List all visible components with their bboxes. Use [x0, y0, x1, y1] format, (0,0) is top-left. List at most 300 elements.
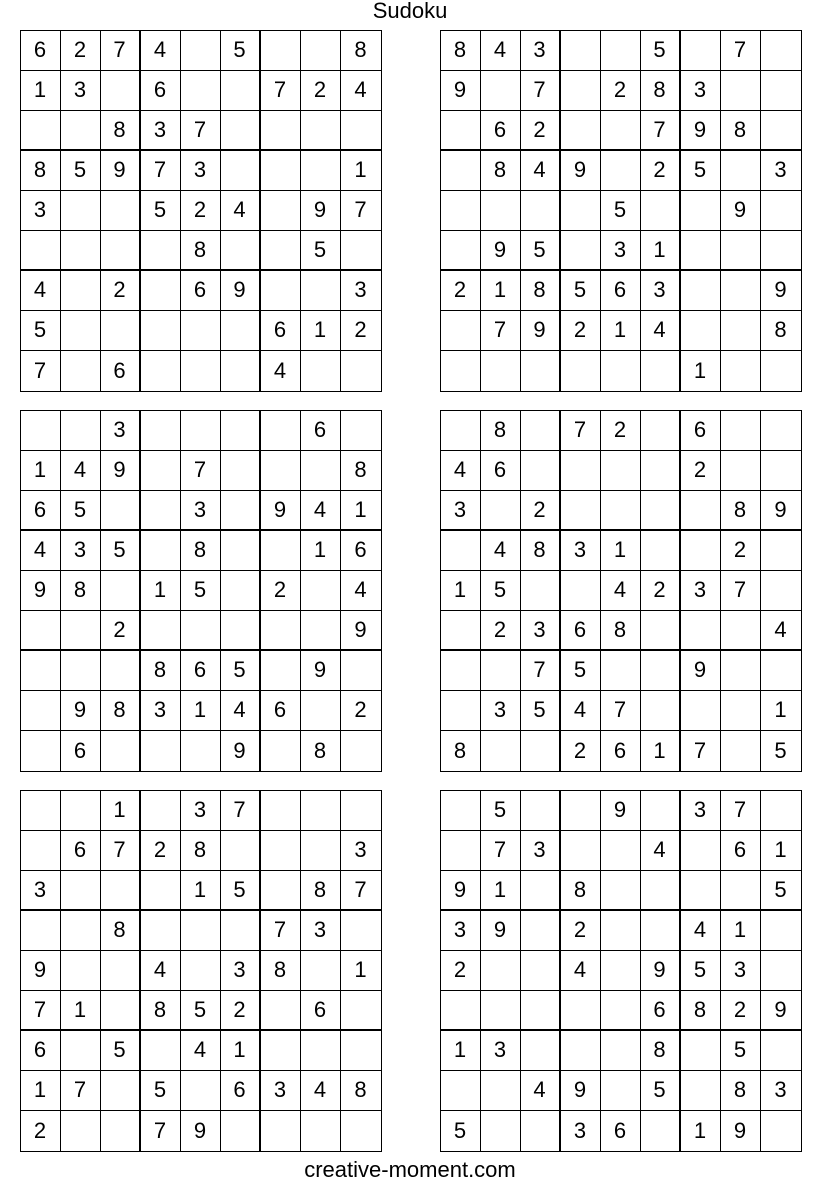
- sudoku-cell: 9: [641, 951, 681, 991]
- sudoku-cell: [261, 111, 301, 151]
- sudoku-cell: [221, 611, 261, 651]
- sudoku-grid-2: [440, 30, 802, 392]
- sudoku-cell: 5: [301, 231, 341, 271]
- sudoku-cell: [101, 1111, 141, 1151]
- sudoku-cell: [721, 151, 761, 191]
- sudoku-cell: 6: [21, 491, 61, 531]
- sudoku-cell: 6: [261, 691, 301, 731]
- sudoku-cell: [301, 271, 341, 311]
- sudoku-cell: [181, 71, 221, 111]
- sudoku-cell: [481, 731, 521, 771]
- sudoku-cell: 1: [61, 991, 101, 1031]
- sudoku-cell: 4: [481, 531, 521, 571]
- sudoku-grid-5: [20, 790, 382, 1152]
- sudoku-cell: [761, 791, 801, 831]
- sudoku-cell: 9: [601, 791, 641, 831]
- sudoku-cell: [301, 151, 341, 191]
- sudoku-cell: 9: [221, 271, 261, 311]
- sudoku-cell: [521, 411, 561, 451]
- sudoku-cell: 9: [721, 191, 761, 231]
- sudoku-cell: 5: [641, 1071, 681, 1111]
- sudoku-cell: [561, 231, 601, 271]
- sudoku-cell: 2: [561, 311, 601, 351]
- sudoku-cell: 9: [441, 71, 481, 111]
- sudoku-cell: [601, 831, 641, 871]
- sudoku-cell: 6: [561, 611, 601, 651]
- sudoku-cell: [301, 691, 341, 731]
- sudoku-cell: [261, 451, 301, 491]
- sudoku-cell: [761, 571, 801, 611]
- sudoku-cell: 5: [561, 651, 601, 691]
- sudoku-cell: [181, 731, 221, 771]
- sudoku-cell: 2: [301, 71, 341, 111]
- sudoku-cell: 5: [721, 1031, 761, 1071]
- sudoku-cell: [21, 411, 61, 451]
- sudoku-cell: [521, 191, 561, 231]
- sudoku-cell: [101, 1071, 141, 1111]
- sudoku-cell: [181, 31, 221, 71]
- sudoku-cell: [261, 611, 301, 651]
- sudoku-cell: 6: [681, 411, 721, 451]
- sudoku-cell: 8: [301, 731, 341, 771]
- sudoku-cell: 1: [101, 791, 141, 831]
- sudoku-cell: [261, 791, 301, 831]
- sudoku-cell: [181, 351, 221, 391]
- sudoku-cell: 7: [141, 151, 181, 191]
- sudoku-cell: 5: [221, 651, 261, 691]
- sudoku-cell: 2: [141, 831, 181, 871]
- sudoku-cell: 9: [481, 231, 521, 271]
- sudoku-cell: 8: [641, 71, 681, 111]
- sudoku-cell: [301, 571, 341, 611]
- sudoku-cell: [481, 1071, 521, 1111]
- sudoku-cell: 8: [481, 151, 521, 191]
- sudoku-cell: 4: [261, 351, 301, 391]
- sudoku-cell: [441, 111, 481, 151]
- sudoku-cell: 6: [481, 451, 521, 491]
- sudoku-cell: 8: [341, 31, 381, 71]
- sudoku-cell: 7: [721, 31, 761, 71]
- sudoku-cell: [101, 311, 141, 351]
- sudoku-cell: [101, 871, 141, 911]
- sudoku-cell: 7: [221, 791, 261, 831]
- sudoku-cell: [61, 351, 101, 391]
- sudoku-cell: 6: [301, 411, 341, 451]
- sudoku-cell: [601, 1031, 641, 1071]
- sudoku-cell: 6: [141, 71, 181, 111]
- sudoku-cell: [301, 791, 341, 831]
- sudoku-cell: [761, 71, 801, 111]
- sudoku-cell: 7: [481, 831, 521, 871]
- sudoku-cell: 9: [21, 951, 61, 991]
- sudoku-cell: 4: [181, 1031, 221, 1071]
- sudoku-cell: [761, 651, 801, 691]
- sudoku-cell: [61, 651, 101, 691]
- sudoku-cell: [341, 791, 381, 831]
- sudoku-cell: [601, 451, 641, 491]
- site-footer: creative-moment.com: [304, 1157, 516, 1182]
- sudoku-cell: [21, 111, 61, 151]
- sudoku-cell: 2: [561, 911, 601, 951]
- sudoku-cell: [521, 791, 561, 831]
- sudoku-cell: 3: [441, 911, 481, 951]
- sudoku-cell: 9: [761, 271, 801, 311]
- sudoku-cell: 5: [101, 531, 141, 571]
- sudoku-cell: [141, 311, 181, 351]
- sudoku-cell: 6: [21, 1031, 61, 1071]
- sudoku-cell: 8: [21, 151, 61, 191]
- sudoku-cell: 6: [181, 651, 221, 691]
- sudoku-cell: [21, 231, 61, 271]
- sudoku-cell: [761, 911, 801, 951]
- sudoku-cell: [181, 611, 221, 651]
- sudoku-cell: [101, 71, 141, 111]
- sudoku-cell: [141, 611, 181, 651]
- sudoku-cell: 1: [301, 531, 341, 571]
- sudoku-cell: [261, 191, 301, 231]
- sudoku-cell: [141, 351, 181, 391]
- sudoku-cell: [301, 1031, 341, 1071]
- sudoku-cell: [441, 1071, 481, 1111]
- sudoku-cell: [301, 831, 341, 871]
- sudoku-cell: 8: [101, 691, 141, 731]
- sudoku-cell: [221, 231, 261, 271]
- sudoku-cell: [521, 571, 561, 611]
- sudoku-cell: 2: [181, 191, 221, 231]
- sudoku-cell: [721, 691, 761, 731]
- sudoku-cell: [61, 951, 101, 991]
- sudoku-cell: 3: [601, 231, 641, 271]
- sudoku-cell: 9: [761, 991, 801, 1031]
- sudoku-cell: 5: [681, 151, 721, 191]
- sudoku-cell: [301, 1111, 341, 1151]
- sudoku-cell: [601, 491, 641, 531]
- sudoku-cell: 9: [681, 111, 721, 151]
- sudoku-cell: [521, 951, 561, 991]
- sudoku-cell: [641, 651, 681, 691]
- sudoku-cell: [521, 451, 561, 491]
- sudoku-cell: [681, 831, 721, 871]
- sudoku-cell: [681, 611, 721, 651]
- sudoku-cell: [561, 451, 601, 491]
- sudoku-cell: 7: [21, 991, 61, 1031]
- sudoku-cell: 8: [101, 111, 141, 151]
- sudoku-cell: [481, 491, 521, 531]
- sudoku-cell: [341, 1031, 381, 1071]
- sudoku-cell: [641, 691, 681, 731]
- sudoku-cell: 3: [141, 111, 181, 151]
- sudoku-cell: 8: [521, 271, 561, 311]
- sudoku-cell: 9: [721, 1111, 761, 1151]
- sudoku-cell: 3: [521, 831, 561, 871]
- sudoku-cell: [601, 651, 641, 691]
- sudoku-cell: 3: [761, 1071, 801, 1111]
- sudoku-cell: [601, 991, 641, 1031]
- sudoku-cell: [141, 791, 181, 831]
- sudoku-cell: [481, 71, 521, 111]
- sudoku-cell: [681, 491, 721, 531]
- sudoku-cell: 8: [601, 611, 641, 651]
- sudoku-cell: [641, 911, 681, 951]
- sudoku-cell: 5: [481, 571, 521, 611]
- sudoku-cell: 2: [641, 151, 681, 191]
- sudoku-cell: 7: [261, 71, 301, 111]
- sudoku-cell: 7: [521, 71, 561, 111]
- sudoku-cell: 3: [301, 911, 341, 951]
- sudoku-cell: 8: [261, 951, 301, 991]
- sudoku-cell: [721, 651, 761, 691]
- sudoku-cell: [441, 191, 481, 231]
- sudoku-cell: 4: [521, 1071, 561, 1111]
- sudoku-cell: 1: [441, 1031, 481, 1071]
- sudoku-cell: 5: [681, 951, 721, 991]
- sudoku-cell: [761, 111, 801, 151]
- sudoku-cell: [341, 731, 381, 771]
- sudoku-cell: 2: [601, 71, 641, 111]
- sudoku-cell: 1: [141, 571, 181, 611]
- sudoku-cell: 4: [561, 691, 601, 731]
- sudoku-cell: 7: [721, 791, 761, 831]
- sudoku-cell: [261, 1031, 301, 1071]
- sudoku-cell: [301, 31, 341, 71]
- sudoku-cell: [561, 31, 601, 71]
- sudoku-cell: 1: [181, 871, 221, 911]
- sudoku-cell: 3: [181, 151, 221, 191]
- sudoku-cell: [521, 991, 561, 1031]
- sudoku-cell: [141, 531, 181, 571]
- sudoku-cell: [681, 1071, 721, 1111]
- sudoku-cell: [21, 791, 61, 831]
- sudoku-cell: [221, 531, 261, 571]
- sudoku-cell: 9: [21, 571, 61, 611]
- sudoku-cell: [681, 271, 721, 311]
- sudoku-cell: [521, 351, 561, 391]
- sudoku-cell: 7: [561, 411, 601, 451]
- sudoku-cell: 4: [221, 191, 261, 231]
- sudoku-cell: [101, 991, 141, 1031]
- sudoku-cell: 8: [641, 1031, 681, 1071]
- sudoku-cell: [441, 411, 481, 451]
- sudoku-cell: [261, 831, 301, 871]
- sudoku-cell: [341, 351, 381, 391]
- sudoku-cell: [761, 231, 801, 271]
- sudoku-cell: [261, 151, 301, 191]
- sudoku-cell: [601, 1071, 641, 1111]
- sudoku-cell: 2: [521, 491, 561, 531]
- sudoku-cell: 6: [61, 831, 101, 871]
- sudoku-cell: [481, 191, 521, 231]
- sudoku-cell: 1: [761, 831, 801, 871]
- sudoku-cell: 2: [601, 411, 641, 451]
- sudoku-cell: 9: [301, 191, 341, 231]
- sudoku-cell: 7: [681, 731, 721, 771]
- sudoku-cell: 4: [761, 611, 801, 651]
- sudoku-cell: [441, 991, 481, 1031]
- sudoku-cell: [181, 1071, 221, 1111]
- sudoku-cell: 1: [181, 691, 221, 731]
- sudoku-cell: 5: [774, 737, 787, 763]
- sudoku-cell: 3: [61, 531, 101, 571]
- sudoku-cell: [641, 491, 681, 531]
- sudoku-cell: 1: [21, 451, 61, 491]
- sudoku-cell: 2: [261, 571, 301, 611]
- sudoku-cell: 2: [721, 531, 761, 571]
- sudoku-cell: [21, 731, 61, 771]
- sudoku-cell: [601, 31, 641, 71]
- sudoku-cell: [221, 491, 261, 531]
- sudoku-cell: [221, 71, 261, 111]
- sudoku-cell: 3: [21, 871, 61, 911]
- sudoku-cell: [101, 491, 141, 531]
- sudoku-cell: [221, 831, 261, 871]
- sudoku-cell: [641, 1111, 681, 1151]
- sudoku-cell: 1: [481, 271, 521, 311]
- sudoku-cell: [261, 991, 301, 1031]
- sudoku-cell: [641, 791, 681, 831]
- sudoku-cell: [641, 191, 681, 231]
- sudoku-cell: 3: [181, 491, 221, 531]
- sudoku-cell: 6: [601, 1111, 641, 1151]
- sudoku-cell: [681, 1031, 721, 1071]
- sudoku-cell: 3: [761, 151, 801, 191]
- sudoku-cell: 3: [481, 691, 521, 731]
- sudoku-cell: [441, 531, 481, 571]
- sudoku-cell: [601, 951, 641, 991]
- sudoku-cell: 4: [341, 71, 381, 111]
- sudoku-grid-6: [440, 790, 802, 1152]
- sudoku-cell: [481, 1111, 521, 1151]
- sudoku-cell: [341, 651, 381, 691]
- sudoku-cell: [221, 1111, 261, 1151]
- sudoku-cell: 4: [141, 951, 181, 991]
- sudoku-cell: 4: [521, 151, 561, 191]
- sudoku-cell: 7: [261, 911, 301, 951]
- sudoku-cell: 5: [141, 191, 181, 231]
- sudoku-cell: [61, 871, 101, 911]
- sudoku-cell: 6: [61, 731, 101, 771]
- sudoku-cell: 4: [301, 1071, 341, 1111]
- sudoku-cell: [261, 651, 301, 691]
- sudoku-cell: [481, 651, 521, 691]
- sudoku-cell: [261, 1111, 301, 1151]
- sudoku-cell: [761, 1031, 801, 1071]
- sudoku-cell: 9: [521, 311, 561, 351]
- sudoku-cell: 9: [441, 871, 481, 911]
- sudoku-cell: 1: [641, 231, 681, 271]
- sudoku-cell: 5: [521, 691, 561, 731]
- sudoku-cell: 6: [481, 111, 521, 151]
- sudoku-cell: 3: [641, 271, 681, 311]
- sudoku-cell: [761, 951, 801, 991]
- sudoku-cell: 8: [341, 1071, 381, 1111]
- sudoku-cell: [101, 731, 141, 771]
- sudoku-cell: [101, 191, 141, 231]
- sudoku-cell: [301, 111, 341, 151]
- sudoku-cell: [21, 911, 61, 951]
- sudoku-cell: 6: [341, 531, 381, 571]
- sudoku-cell: 8: [681, 991, 721, 1031]
- sudoku-cell: 8: [301, 871, 341, 911]
- sudoku-cell: [521, 911, 561, 951]
- sudoku-cell: 8: [561, 871, 601, 911]
- sudoku-cell: 1: [601, 531, 641, 571]
- sudoku-cell: 4: [301, 491, 341, 531]
- sudoku-cell: 3: [181, 791, 221, 831]
- sudoku-cell: 3: [141, 691, 181, 731]
- sudoku-cell: [341, 411, 381, 451]
- sudoku-cell: [61, 411, 101, 451]
- sudoku-cell: [561, 351, 601, 391]
- sudoku-cell: 3: [261, 1071, 301, 1111]
- sudoku-cell: [141, 871, 181, 911]
- sudoku-cell: 7: [61, 1071, 101, 1111]
- sudoku-cell: [441, 311, 481, 351]
- sudoku-cell: [561, 491, 601, 531]
- sudoku-cell: 2: [441, 271, 481, 311]
- sudoku-cell: 9: [61, 691, 101, 731]
- sudoku-cell: [521, 871, 561, 911]
- sudoku-cell: [441, 231, 481, 271]
- sudoku-cell: 2: [341, 311, 381, 351]
- sudoku-cell: 3: [521, 31, 561, 71]
- sudoku-cell: 4: [641, 831, 681, 871]
- sudoku-cell: [61, 1031, 101, 1071]
- sudoku-cell: 2: [481, 611, 521, 651]
- sudoku-cell: [221, 351, 261, 391]
- sudoku-cell: [561, 71, 601, 111]
- sudoku-cell: [141, 731, 181, 771]
- sudoku-cell: 8: [181, 531, 221, 571]
- sudoku-cell: 7: [341, 871, 381, 911]
- sudoku-cell: [601, 151, 641, 191]
- sudoku-cell: [141, 231, 181, 271]
- sudoku-cell: [21, 611, 61, 651]
- sudoku-cell: 3: [681, 791, 721, 831]
- sudoku-cell: [561, 191, 601, 231]
- sudoku-cell: [61, 271, 101, 311]
- sudoku-cell: 1: [341, 951, 381, 991]
- sudoku-grid-3: [20, 410, 382, 772]
- sudoku-cell: 5: [61, 491, 101, 531]
- sudoku-cell: [681, 311, 721, 351]
- sudoku-cell: [221, 411, 261, 451]
- sudoku-cell: [521, 1111, 561, 1151]
- sudoku-cell: [261, 531, 301, 571]
- sudoku-cell: 9: [681, 651, 721, 691]
- sudoku-cell: 9: [301, 651, 341, 691]
- sudoku-cell: 3: [341, 271, 381, 311]
- sudoku-cell: [61, 611, 101, 651]
- sudoku-cell: [221, 311, 261, 351]
- sudoku-cell: [681, 871, 721, 911]
- sudoku-cell: [61, 1111, 101, 1151]
- sudoku-cell: 8: [521, 531, 561, 571]
- sudoku-cell: 3: [21, 191, 61, 231]
- sudoku-cell: 6: [21, 31, 61, 71]
- sudoku-cell: 1: [21, 71, 61, 111]
- sudoku-cell: 1: [301, 311, 341, 351]
- sudoku-cell: [61, 191, 101, 231]
- sudoku-cell: [61, 791, 101, 831]
- sudoku-cell: [261, 271, 301, 311]
- sudoku-cell: [181, 411, 221, 451]
- sudoku-cell: [761, 191, 801, 231]
- sudoku-cell: [441, 831, 481, 871]
- sudoku-cell: 7: [181, 111, 221, 151]
- sudoku-cell: [441, 611, 481, 651]
- sudoku-cell: [101, 651, 141, 691]
- sudoku-cell: 4: [561, 951, 601, 991]
